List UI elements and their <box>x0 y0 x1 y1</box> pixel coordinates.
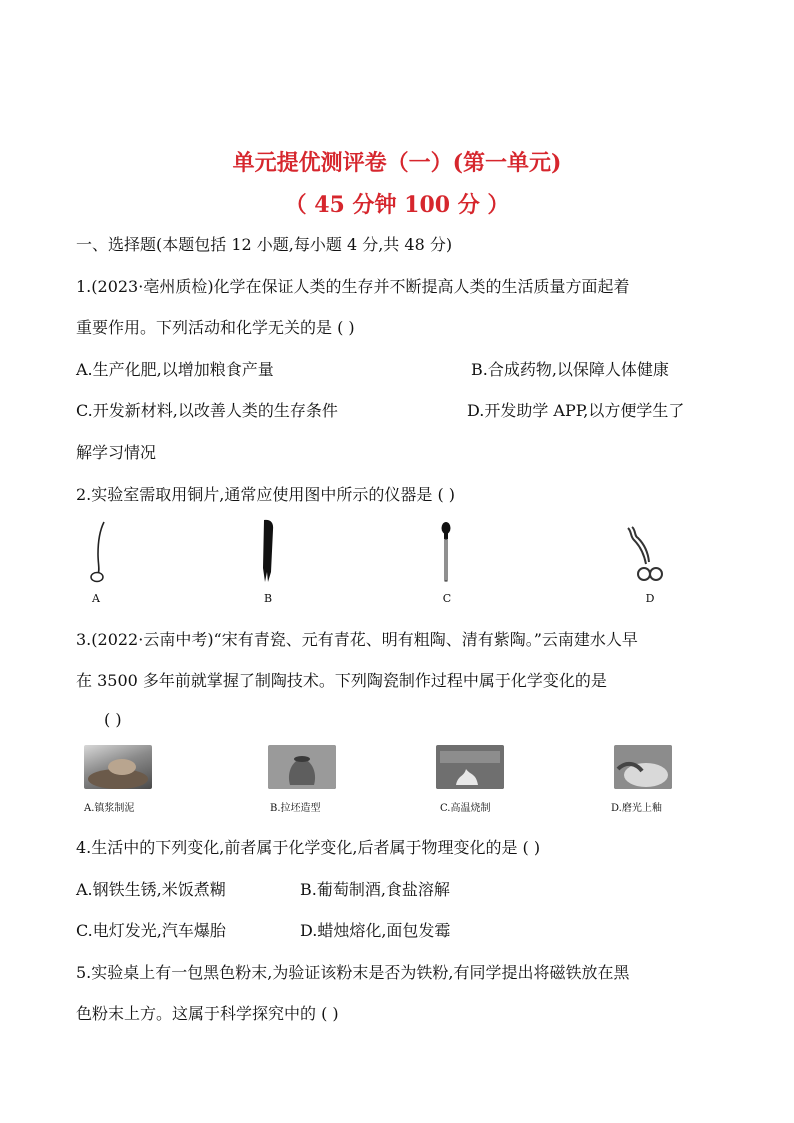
photo-caption-a: A.镇浆制泥 <box>84 803 135 814</box>
q5-stem-line1: 5.实验桌上有一包黑色粉末,为验证该粉末是否为铁粉,有同学提出将磁铁放在黑 <box>76 963 630 982</box>
page-subtitle: （ 45 分钟 100 分 ） <box>284 192 510 218</box>
q4-option-c: C.电灯发光,汽车爆胎 <box>76 921 226 940</box>
q1-option-c: C.开发新材料,以改善人类的生存条件 <box>76 401 338 420</box>
page-title: 单元提优测评卷（一）(第一单元) <box>232 150 562 176</box>
q1-option-b: B.合成药物,以保障人体健康 <box>471 360 669 379</box>
q1-stem-line2: 重要作用。下列活动和化学无关的是 ( ) <box>76 318 355 337</box>
q2-stem: 2.实验室需取用铜片,通常应使用图中所示的仪器是 ( ) <box>76 485 456 504</box>
q4-stem: 4.生活中的下列变化,前者属于化学变化,后者属于物理变化的是 ( ) <box>76 838 541 857</box>
figure-label-d: D <box>645 592 655 605</box>
q1-option-a: A.生产化肥,以增加粮食产量 <box>76 360 274 379</box>
q4-option-b: B.葡萄制酒,食盐溶解 <box>300 880 450 899</box>
figure-label-b: B <box>263 592 273 605</box>
spoon-icon <box>86 520 110 584</box>
photo-caption-b: B.拉坯造型 <box>270 803 321 814</box>
photo-caption-c: C.高温烧制 <box>440 803 491 814</box>
tweezers-icon <box>256 518 280 586</box>
q1-option-d: D.开发助学 APP,以方便学生了 <box>467 401 685 420</box>
figure-label-a: A <box>92 592 100 605</box>
q1-option-d-cont: 解学习情况 <box>76 443 157 462</box>
photo-kiln-firing <box>436 745 504 789</box>
q4-option-d: D.蜡烛熔化,面包发霉 <box>300 921 451 940</box>
photo-clay-preparation <box>84 745 152 789</box>
crucible-tongs-icon <box>622 524 666 586</box>
q1-stem-line1: 1.(2023·亳州质检)化学在保证人类的生存并不断提高人类的生活质量方面起着 <box>76 277 630 296</box>
photo-glazing <box>614 745 672 789</box>
q4-option-a: A.钢铁生锈,米饭煮糊 <box>76 880 226 899</box>
q3-stem-line2: 在 3500 多年前就掌握了制陶技术。下列陶瓷制作过程中属于化学变化的是 <box>76 671 607 690</box>
dropper-icon <box>436 520 456 584</box>
q5-stem-line2: 色粉末上方。这属于科学探究中的 ( ) <box>76 1004 339 1023</box>
q3-stem-line1: 3.(2022·云南中考)“宋有青瓷、元有青花、明有粗陶、清有紫陶。”云南建水人早 <box>76 630 638 649</box>
q3-stem-line3: ( ) <box>104 710 122 729</box>
photo-caption-d: D.磨光上釉 <box>611 803 662 814</box>
photo-throwing-clay <box>268 745 336 789</box>
section-heading: 一、选择题(本题包括 12 小题,每小题 4 分,共 48 分) <box>76 235 453 254</box>
figure-label-c: C <box>442 592 452 605</box>
